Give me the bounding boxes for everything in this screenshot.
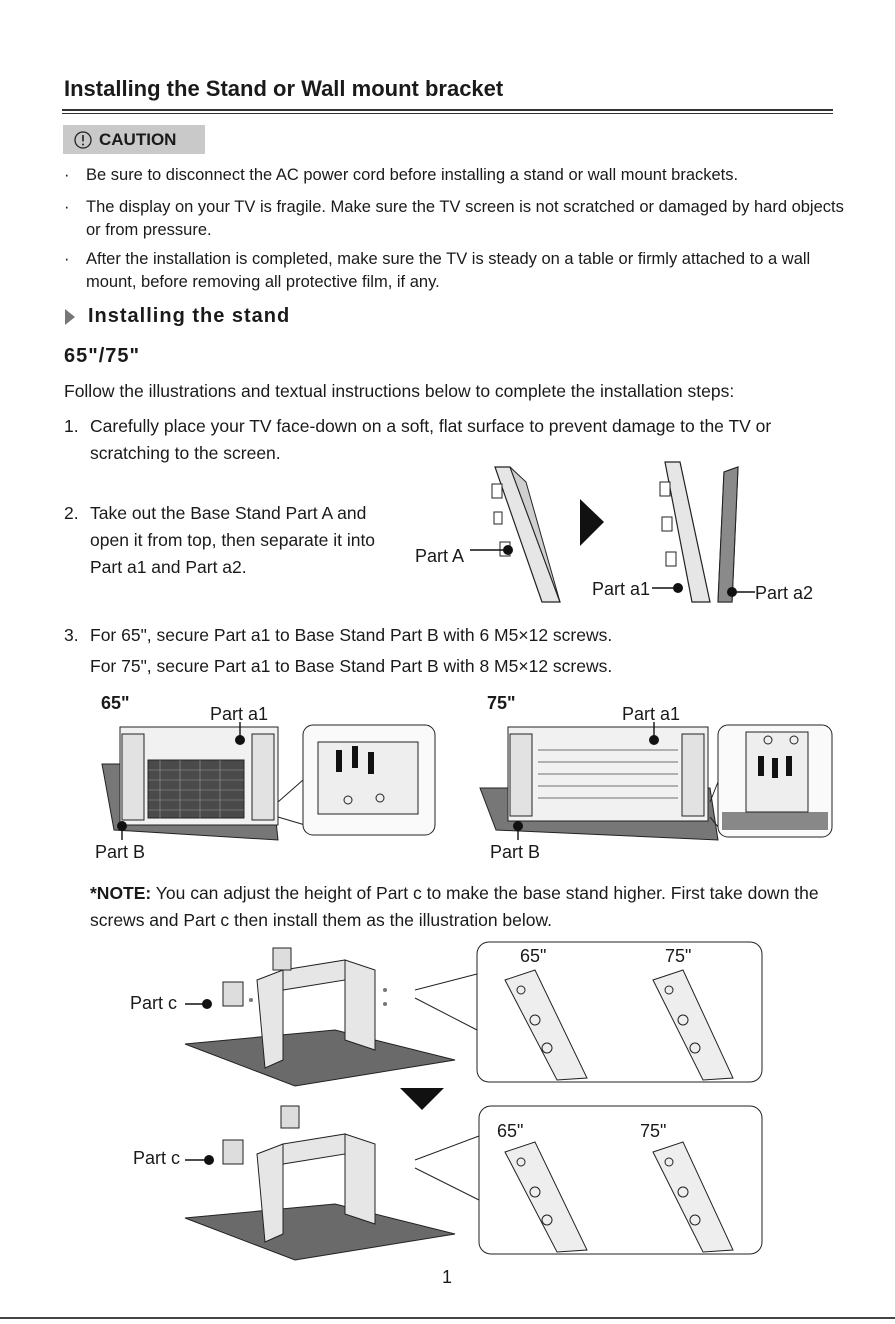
section-title: Installing the stand: [88, 305, 291, 327]
step-number: 1.: [64, 416, 79, 436]
step-text: For 65", secure Part a1 to Base Stand Part B with 6 M5×12 screws.: [90, 625, 613, 645]
bullet-text: The display on your TV is fragile. Make sure the TV screen is not scratched or damaged by hard objects or from pressure.: [86, 198, 844, 239]
note-text: You can adjust the height of Part c to make the base stand higher. First take down the screws and Part c then install them as the illustration below.: [90, 883, 819, 930]
size-75-label: 75": [640, 1121, 667, 1141]
caution-icon: [73, 130, 93, 150]
page-number: 1: [442, 1267, 453, 1287]
step-number: 2.: [64, 503, 79, 523]
bullet-text: Be sure to disconnect the AC power cord before installing a stand or wall mount brackets.: [86, 166, 739, 184]
caution-bullet: [64, 164, 844, 187]
caution-label: CAUTION: [99, 129, 177, 149]
size-65-label: 65": [520, 946, 547, 966]
part-c-label: Part c: [130, 993, 178, 1013]
bottom-rule: [0, 1317, 895, 1319]
step-text: Carefully place your TV face-down on a soft, flat surface to prevent damage to the TV or scratching to the screen.: [90, 416, 772, 463]
triangle-right-icon: [64, 307, 76, 327]
caution-banner: [63, 125, 205, 154]
step-text: For 75", secure Part a1 to Base Stand Part B with 8 M5×12 screws.: [90, 656, 613, 676]
part-a-label: Part A: [415, 546, 465, 566]
step-3: [64, 622, 834, 649]
title-rule-thin: [62, 113, 833, 114]
size-heading: 65"/75": [64, 345, 141, 367]
intro-text: Follow the illustrations and textual instructions below to complete the installation steps:: [64, 381, 735, 401]
part-c-label: Part c: [133, 1148, 181, 1168]
part-a1-label: Part a1: [592, 579, 651, 599]
step-text: Take out the Base Stand Part A and open it from top, then separate it into Part a1 and Part a2.: [90, 503, 376, 577]
section-heading: [64, 305, 290, 328]
note-label: *NOTE:: [90, 883, 152, 903]
step-3-continued: [64, 653, 834, 680]
page-title: Installing the Stand or Wall mount bracket: [64, 76, 504, 101]
part-c-lower-illustration: [185, 1100, 765, 1260]
caution-bullet: [64, 248, 844, 294]
part-a1-label: Part a1: [622, 704, 681, 724]
stand-65-illustration: [100, 722, 440, 847]
caution-bullet: [64, 196, 844, 242]
bullet-dot: ·: [64, 166, 70, 184]
bullet-dot: ·: [64, 198, 70, 216]
size-75-label: 75": [665, 946, 692, 966]
step-1: [64, 413, 834, 467]
part-a2-label: Part a2: [755, 583, 814, 603]
part-a1-label: Part a1: [210, 704, 269, 724]
bullet-text: After the installation is completed, make sure the TV is steady on a table or firmly attached to a wall mount, before removing all protective film, if any.: [86, 250, 811, 291]
size-75-label: 75": [487, 693, 516, 713]
step-2: [64, 500, 404, 581]
title-rule: [62, 109, 833, 111]
part-b-label: Part B: [490, 842, 541, 862]
size-65-label: 65": [497, 1121, 524, 1141]
size-65-label: 65": [101, 693, 130, 713]
bullet-dot: ·: [64, 250, 70, 268]
stand-75-illustration: [478, 722, 836, 847]
note-paragraph: [90, 880, 830, 934]
step-number: 3.: [64, 625, 79, 645]
part-b-label: Part B: [95, 842, 146, 862]
